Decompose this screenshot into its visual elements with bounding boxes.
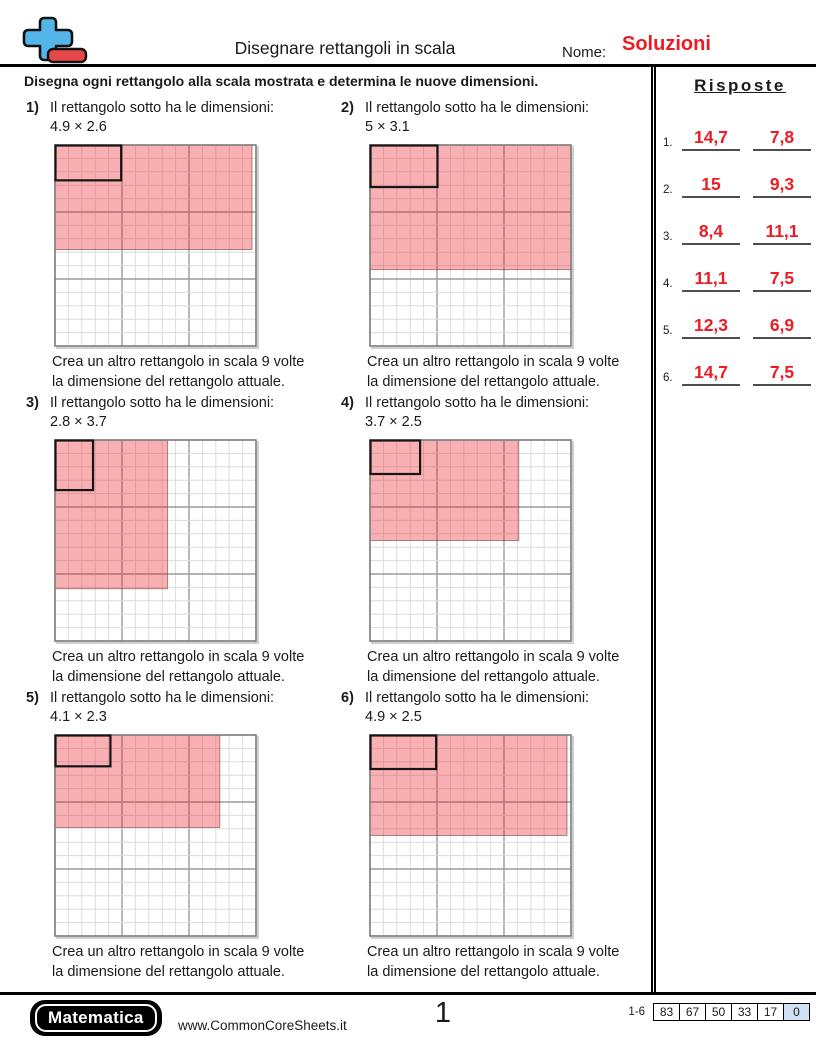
answer-width-value: 12,3 bbox=[682, 315, 740, 339]
answer-number: 4. bbox=[663, 278, 673, 290]
problem-number: 5) bbox=[26, 690, 39, 706]
score-cell: 33 bbox=[731, 1003, 758, 1021]
caption-line-1: Crea un altro rettangolo in scala 9 volte bbox=[367, 944, 620, 961]
answers-list bbox=[656, 104, 816, 386]
problem-statement: Il rettangolo sotto ha le dimensioni: bbox=[365, 395, 590, 411]
problem-statement: Il rettangolo sotto ha le dimensioni: bbox=[365, 690, 590, 706]
scale-grid-3 bbox=[54, 439, 257, 642]
caption-line-1: Crea un altro rettangolo in scala 9 volte bbox=[367, 354, 620, 371]
answer-height-value: 7,5 bbox=[753, 268, 811, 292]
score-cell: 67 bbox=[679, 1003, 706, 1021]
name-value: Soluzioni bbox=[622, 33, 711, 55]
problem-3 bbox=[26, 394, 341, 689]
main-area bbox=[0, 67, 816, 992]
answer-row-2 bbox=[656, 151, 816, 198]
answer-height-value: 6,9 bbox=[753, 315, 811, 339]
answer-row-5 bbox=[656, 292, 816, 339]
caption-line-1: Crea un altro rettangolo in scala 9 volte bbox=[52, 649, 305, 666]
problem-caption bbox=[367, 353, 653, 392]
answer-number: 1. bbox=[663, 137, 673, 149]
scale-grid-1 bbox=[54, 144, 257, 347]
problem-statement: Il rettangolo sotto ha le dimensioni: bbox=[50, 100, 275, 116]
problem-dimensions: 4.9 × 2.5 bbox=[365, 709, 422, 726]
problems-grid bbox=[26, 99, 651, 984]
answer-row-4 bbox=[656, 245, 816, 292]
answer-width-value: 11,1 bbox=[682, 268, 740, 292]
problem-6 bbox=[341, 689, 653, 984]
score-cells bbox=[654, 1003, 810, 1021]
matematica-logo-label: Matematica bbox=[35, 1004, 157, 1032]
answer-number: 6. bbox=[663, 372, 673, 384]
problem-4 bbox=[341, 394, 653, 689]
answer-width-value: 8,4 bbox=[682, 221, 740, 245]
answer-height-value: 9,3 bbox=[753, 174, 811, 198]
answer-row-3 bbox=[656, 198, 816, 245]
problem-dimensions: 3.7 × 2.5 bbox=[365, 414, 422, 431]
score-cell: 50 bbox=[705, 1003, 732, 1021]
website-url: www.CommonCoreSheets.it bbox=[178, 1018, 347, 1033]
score-cell: 17 bbox=[757, 1003, 784, 1021]
answers-title: Risposte bbox=[694, 76, 786, 95]
answer-height-value: 7,5 bbox=[753, 362, 811, 386]
answer-number: 5. bbox=[663, 325, 673, 337]
problem-statement: Il rettangolo sotto ha le dimensioni: bbox=[365, 100, 590, 116]
score-tracker bbox=[628, 1003, 810, 1021]
problem-5 bbox=[26, 689, 341, 984]
problem-statement: Il rettangolo sotto ha le dimensioni: bbox=[50, 690, 275, 706]
score-cell: 83 bbox=[653, 1003, 680, 1021]
caption-line-2: la dimensione del rettangolo attuale. bbox=[52, 373, 285, 390]
caption-line-2: la dimensione del rettangolo attuale. bbox=[52, 963, 285, 980]
answer-width-value: 14,7 bbox=[682, 127, 740, 151]
problem-caption bbox=[367, 943, 653, 982]
problem-number: 2) bbox=[341, 100, 354, 116]
problem-caption bbox=[52, 943, 341, 982]
scale-grid-4 bbox=[369, 439, 572, 642]
caption-line-1: Crea un altro rettangolo in scala 9 volte bbox=[367, 649, 620, 666]
answers-column bbox=[651, 67, 816, 992]
page-number: 1 bbox=[434, 997, 452, 1029]
answer-number: 3. bbox=[663, 231, 673, 243]
caption-line-2: la dimensione del rettangolo attuale. bbox=[367, 373, 600, 390]
plus-logo-icon bbox=[10, 8, 90, 69]
caption-line-1: Crea un altro rettangolo in scala 9 volte bbox=[52, 944, 305, 961]
problem-dimensions: 5 × 3.1 bbox=[365, 119, 410, 136]
problem-dimensions: 4.9 × 2.6 bbox=[50, 119, 107, 136]
answer-row-1 bbox=[656, 104, 816, 151]
caption-line-2: la dimensione del rettangolo attuale. bbox=[52, 668, 285, 685]
problem-number: 1) bbox=[26, 100, 39, 116]
name-label: Nome: bbox=[562, 44, 607, 61]
problem-statement: Il rettangolo sotto ha le dimensioni: bbox=[50, 395, 275, 411]
score-range-label: 1-6 bbox=[628, 1006, 645, 1018]
problem-caption bbox=[367, 648, 653, 687]
worksheet-footer bbox=[0, 992, 816, 1059]
answer-number: 2. bbox=[663, 184, 673, 196]
answer-row-6 bbox=[656, 339, 816, 386]
problem-caption bbox=[52, 353, 341, 392]
problem-number: 4) bbox=[341, 395, 354, 411]
scale-grid-5 bbox=[54, 734, 257, 937]
answer-width-value: 15 bbox=[682, 174, 740, 198]
instruction-text: Disegna ogni rettangolo alla scala mostrata e determina le nuove dimensioni. bbox=[24, 73, 539, 89]
problem-2 bbox=[341, 99, 653, 394]
answer-height-value: 11,1 bbox=[753, 221, 811, 245]
problem-number: 6) bbox=[341, 690, 354, 706]
scale-grid-6 bbox=[369, 734, 572, 937]
problem-1 bbox=[26, 99, 341, 394]
problem-number: 3) bbox=[26, 395, 39, 411]
answer-width-value: 14,7 bbox=[682, 362, 740, 386]
problem-dimensions: 2.8 × 3.7 bbox=[50, 414, 107, 431]
page-title: Disegnare rettangoli in scala bbox=[234, 38, 456, 58]
caption-line-2: la dimensione del rettangolo attuale. bbox=[367, 668, 600, 685]
problem-caption bbox=[52, 648, 341, 687]
problems-column bbox=[0, 67, 651, 992]
caption-line-2: la dimensione del rettangolo attuale. bbox=[367, 963, 600, 980]
scale-grid-2 bbox=[369, 144, 572, 347]
answer-height-value: 7,8 bbox=[753, 127, 811, 151]
score-cell-highlighted: 0 bbox=[783, 1003, 810, 1021]
worksheet-header bbox=[0, 0, 816, 67]
caption-line-1: Crea un altro rettangolo in scala 9 volte bbox=[52, 354, 305, 371]
problem-dimensions: 4.1 × 2.3 bbox=[50, 709, 107, 726]
